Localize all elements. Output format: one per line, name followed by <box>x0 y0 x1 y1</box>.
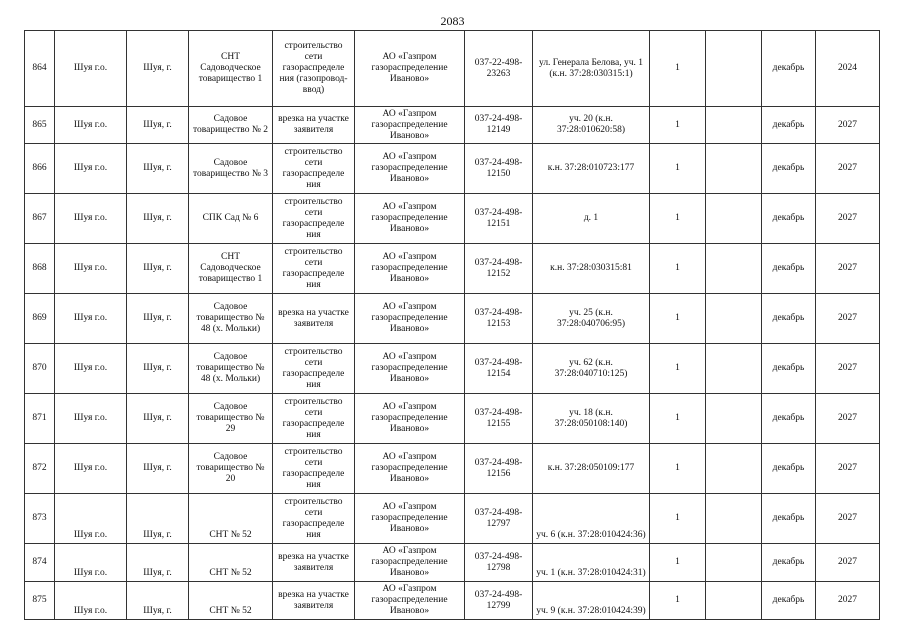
partnership-cell: Садовое товарищество № 48 (х. Мольки) <box>189 344 273 394</box>
partnership-cell: Садовое товарищество № 2 <box>189 107 273 144</box>
month-cell: декабрь <box>762 294 816 344</box>
town-cell: Шуя, г. <box>127 144 189 194</box>
town-cell: Шуя, г. <box>127 494 189 544</box>
empty-cell <box>706 444 762 494</box>
partnership-cell: СПК Сад № 6 <box>189 194 273 244</box>
partnership-cell: Садовое товарищество № 20 <box>189 444 273 494</box>
work-type-cell: строительство сети газораспределе ния <box>273 344 355 394</box>
address-cell: ул. Генерала Белова, уч. 1 (к.н. 37:28:030315:1) <box>533 31 650 107</box>
address-cell: уч. 1 (к.н. 37:28:010424:31) <box>533 544 650 582</box>
organization-cell: АО «Газпром газораспределение Иваново» <box>355 294 465 344</box>
empty-cell <box>706 194 762 244</box>
town-cell: Шуя, г. <box>127 394 189 444</box>
year-cell: 2024 <box>816 31 880 107</box>
partnership-cell: СНТ Садоводческое товарищество 1 <box>189 31 273 107</box>
flag-cell: 1 <box>650 344 706 394</box>
month-cell: декабрь <box>762 107 816 144</box>
partnership-cell: Садовое товарищество № 29 <box>189 394 273 444</box>
row-number: 867 <box>25 194 55 244</box>
partnership-cell: Садовое товарищество № 48 (х. Мольки) <box>189 294 273 344</box>
flag-cell: 1 <box>650 394 706 444</box>
work-type-cell: строительство сети газораспределе ния <box>273 494 355 544</box>
partnership-cell: СНТ Садоводческое товарищество 1 <box>189 244 273 294</box>
flag-cell: 1 <box>650 194 706 244</box>
district-cell: Шуя г.о. <box>55 31 127 107</box>
row-number: 864 <box>25 31 55 107</box>
year-cell: 2027 <box>816 582 880 620</box>
empty-cell <box>706 294 762 344</box>
row-number: 869 <box>25 294 55 344</box>
work-type-cell: строительство сети газораспределе ния <box>273 194 355 244</box>
table-row <box>25 144 880 194</box>
code-cell: 037-24-498-12153 <box>465 294 533 344</box>
table-row <box>25 107 880 144</box>
organization-cell: АО «Газпром газораспределение Иваново» <box>355 494 465 544</box>
code-cell: 037-24-498-12150 <box>465 144 533 194</box>
code-cell: 037-22-498-23263 <box>465 31 533 107</box>
town-cell: Шуя, г. <box>127 444 189 494</box>
month-cell: декабрь <box>762 582 816 620</box>
address-cell: уч. 62 (к.н. 37:28:040710:125) <box>533 344 650 394</box>
month-cell: декабрь <box>762 344 816 394</box>
year-cell: 2027 <box>816 144 880 194</box>
address-cell: уч. 6 (к.н. 37:28:010424:36) <box>533 494 650 544</box>
month-cell: декабрь <box>762 244 816 294</box>
code-cell: 037-24-498-12152 <box>465 244 533 294</box>
flag-cell: 1 <box>650 582 706 620</box>
table-row <box>25 394 880 444</box>
district-cell: Шуя г.о. <box>55 194 127 244</box>
table-row <box>25 344 880 394</box>
code-cell: 037-24-498-12156 <box>465 444 533 494</box>
table-row <box>25 31 880 107</box>
flag-cell: 1 <box>650 31 706 107</box>
table-row <box>25 494 880 544</box>
row-number: 870 <box>25 344 55 394</box>
organization-cell: АО «Газпром газораспределение Иваново» <box>355 582 465 620</box>
year-cell: 2027 <box>816 294 880 344</box>
code-cell: 037-24-498-12799 <box>465 582 533 620</box>
row-number: 872 <box>25 444 55 494</box>
empty-cell <box>706 394 762 444</box>
year-cell: 2027 <box>816 107 880 144</box>
code-cell: 037-24-498-12149 <box>465 107 533 144</box>
month-cell: декабрь <box>762 31 816 107</box>
town-cell: Шуя, г. <box>127 582 189 620</box>
empty-cell <box>706 544 762 582</box>
town-cell: Шуя, г. <box>127 244 189 294</box>
table-row <box>25 294 880 344</box>
row-number: 874 <box>25 544 55 582</box>
district-cell: Шуя г.о. <box>55 582 127 620</box>
address-cell: к.н. 37:28:050109:177 <box>533 444 650 494</box>
table-row <box>25 194 880 244</box>
organization-cell: АО «Газпром газораспределение Иваново» <box>355 244 465 294</box>
address-cell: уч. 18 (к.н. 37:28:050108:140) <box>533 394 650 444</box>
work-type-cell: строительство сети газораспределе ния <box>273 444 355 494</box>
organization-cell: АО «Газпром газораспределение Иваново» <box>355 394 465 444</box>
row-number: 868 <box>25 244 55 294</box>
district-cell: Шуя г.о. <box>55 444 127 494</box>
work-type-cell: врезка на участке заявителя <box>273 544 355 582</box>
flag-cell: 1 <box>650 544 706 582</box>
work-type-cell: врезка на участке заявителя <box>273 107 355 144</box>
month-cell: декабрь <box>762 394 816 444</box>
organization-cell: АО «Газпром газораспределение Иваново» <box>355 544 465 582</box>
year-cell: 2027 <box>816 344 880 394</box>
page-number: 2083 <box>440 14 465 28</box>
registry-table <box>24 30 880 620</box>
address-cell: уч. 9 (к.н. 37:28:010424:39) <box>533 582 650 620</box>
address-cell: к.н. 37:28:010723:177 <box>533 144 650 194</box>
work-type-cell: строительство сети газораспределе ния (газопровод-ввод) <box>273 31 355 107</box>
row-number: 865 <box>25 107 55 144</box>
town-cell: Шуя, г. <box>127 294 189 344</box>
flag-cell: 1 <box>650 444 706 494</box>
district-cell: Шуя г.о. <box>55 344 127 394</box>
work-type-cell: врезка на участке заявителя <box>273 294 355 344</box>
year-cell: 2027 <box>816 244 880 294</box>
flag-cell: 1 <box>650 107 706 144</box>
partnership-cell: Садовое товарищество № 3 <box>189 144 273 194</box>
year-cell: 2027 <box>816 444 880 494</box>
town-cell: Шуя, г. <box>127 107 189 144</box>
flag-cell: 1 <box>650 494 706 544</box>
empty-cell <box>706 344 762 394</box>
year-cell: 2027 <box>816 394 880 444</box>
address-cell: уч. 25 (к.н. 37:28:040706:95) <box>533 294 650 344</box>
year-cell: 2027 <box>816 544 880 582</box>
work-type-cell: строительство сети газораспределе ния <box>273 144 355 194</box>
organization-cell: АО «Газпром газораспределение Иваново» <box>355 107 465 144</box>
code-cell: 037-24-498-12155 <box>465 394 533 444</box>
code-cell: 037-24-498-12154 <box>465 344 533 394</box>
organization-cell: АО «Газпром газораспределение Иваново» <box>355 344 465 394</box>
district-cell: Шуя г.о. <box>55 144 127 194</box>
address-cell: к.н. 37:28:030315:81 <box>533 244 650 294</box>
address-cell: д. 1 <box>533 194 650 244</box>
code-cell: 037-24-498-12797 <box>465 494 533 544</box>
work-type-cell: строительство сети газораспределе ния <box>273 394 355 444</box>
year-cell: 2027 <box>816 494 880 544</box>
district-cell: Шуя г.о. <box>55 107 127 144</box>
code-cell: 037-24-498-12798 <box>465 544 533 582</box>
district-cell: Шуя г.о. <box>55 244 127 294</box>
work-type-cell: строительство сети газораспределе ния <box>273 244 355 294</box>
row-number: 871 <box>25 394 55 444</box>
table-row <box>25 444 880 494</box>
table-row <box>25 544 880 582</box>
empty-cell <box>706 31 762 107</box>
flag-cell: 1 <box>650 294 706 344</box>
year-cell: 2027 <box>816 194 880 244</box>
empty-cell <box>706 144 762 194</box>
flag-cell: 1 <box>650 244 706 294</box>
empty-cell <box>706 494 762 544</box>
work-type-cell: врезка на участке заявителя <box>273 582 355 620</box>
month-cell: декабрь <box>762 494 816 544</box>
month-cell: декабрь <box>762 144 816 194</box>
partnership-cell: СНТ № 52 <box>189 494 273 544</box>
partnership-cell: СНТ № 52 <box>189 544 273 582</box>
table-row <box>25 244 880 294</box>
town-cell: Шуя, г. <box>127 31 189 107</box>
town-cell: Шуя, г. <box>127 194 189 244</box>
organization-cell: АО «Газпром газораспределение Иваново» <box>355 144 465 194</box>
organization-cell: АО «Газпром газораспределение Иваново» <box>355 194 465 244</box>
registry-body <box>25 31 880 620</box>
address-cell: уч. 20 (к.н. 37:28:010620:58) <box>533 107 650 144</box>
organization-cell: АО «Газпром газораспределение Иваново» <box>355 444 465 494</box>
flag-cell: 1 <box>650 144 706 194</box>
code-cell: 037-24-498-12151 <box>465 194 533 244</box>
town-cell: Шуя, г. <box>127 544 189 582</box>
row-number: 873 <box>25 494 55 544</box>
district-cell: Шуя г.о. <box>55 394 127 444</box>
month-cell: декабрь <box>762 544 816 582</box>
month-cell: декабрь <box>762 194 816 244</box>
month-cell: декабрь <box>762 444 816 494</box>
district-cell: Шуя г.о. <box>55 494 127 544</box>
empty-cell <box>706 244 762 294</box>
row-number: 866 <box>25 144 55 194</box>
row-number: 875 <box>25 582 55 620</box>
town-cell: Шуя, г. <box>127 344 189 394</box>
organization-cell: АО «Газпром газораспределение Иваново» <box>355 31 465 107</box>
district-cell: Шуя г.о. <box>55 294 127 344</box>
district-cell: Шуя г.о. <box>55 544 127 582</box>
empty-cell <box>706 582 762 620</box>
partnership-cell: СНТ № 52 <box>189 582 273 620</box>
empty-cell <box>706 107 762 144</box>
table-row <box>25 582 880 620</box>
